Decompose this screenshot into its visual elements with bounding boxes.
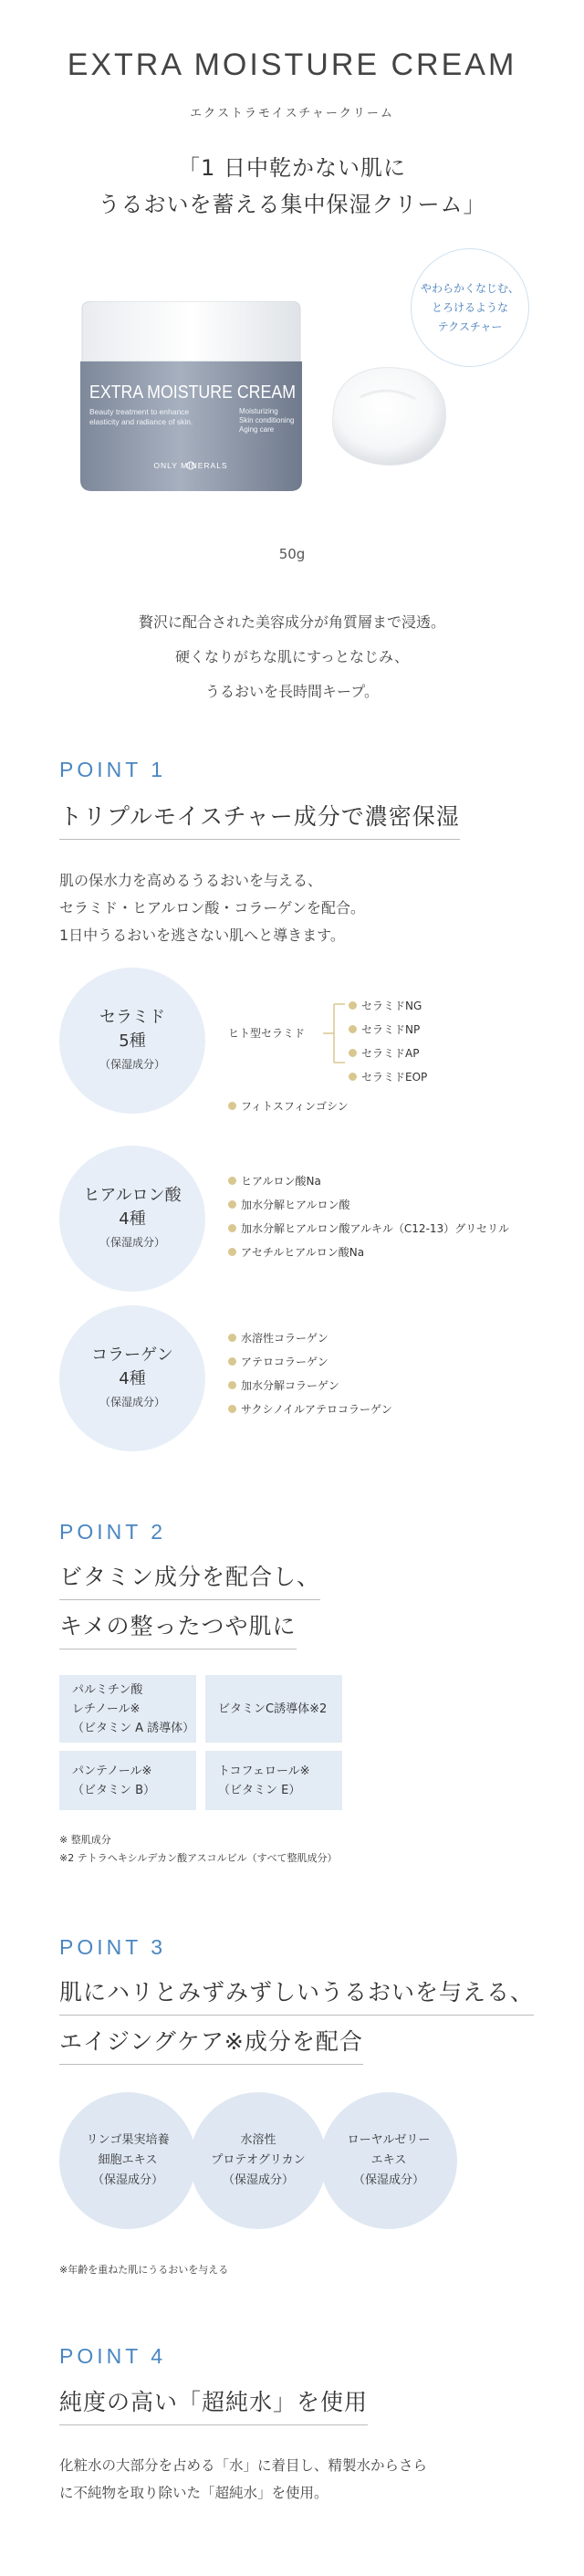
cream-jar-image [75,301,308,491]
ingredient-item: 加水分解コラーゲン [228,1378,339,1393]
product-title-kana: エクストラモイスチャークリーム [190,107,394,120]
vitamin-box: パルミチン酸 レチノール※ （ビタミン A 誘導体） [59,1675,196,1743]
point2-heading-line2: キメの整ったつや肌に [59,1608,297,1649]
point4-label: POINT 4 [59,2344,167,2368]
point3-heading-line1: 肌にハリとみずみずしいうるおいを与える、 [59,1974,534,2016]
collagen-name: コラーゲン [91,1346,173,1365]
ceramide-count: 5種 [119,1031,146,1051]
collagen-note: （保湿成分） [99,1396,165,1408]
jar-tag-line: Aging care [239,425,275,434]
aging-care-ingredient: リンゴ果実培養 細胞エキス （保湿成分） [86,2133,170,2187]
vitamin-box: パンテノール※ （ビタミン B） [59,1751,196,1810]
ingredient-item: セラミドEOP [349,1070,427,1084]
ingredient-item: 加水分解ヒアルロン酸 [228,1198,350,1212]
ingredient-item: アテロコラーゲン [228,1355,328,1369]
ceramide-circle [59,968,205,1114]
jar-brand-text: ONLY MINERALS [153,461,228,470]
ingredient-item: セラミドNG [349,999,422,1013]
bracket-icon [321,993,349,1075]
ingredient-item: アセチルヒアルロン酸Na [228,1245,364,1260]
point3-label: POINT 3 [59,1935,167,1959]
point2-label: POINT 2 [59,1520,167,1544]
ingredient-item: ヒアルロン酸Na [228,1174,321,1189]
ingredient-item: サクシノイルアテロコラーゲン [228,1402,392,1417]
ceramide-note: （保湿成分） [99,1058,165,1071]
cream-texture-image [324,361,452,470]
collagen-count: 4種 [119,1369,146,1388]
human-ceramide-label: ヒト型セラミド [228,1027,306,1040]
catch-line-2: うるおいを蓄える集中保湿クリーム」 [98,192,486,217]
product-title: EXTRA MOISTURE CREAM [67,47,517,82]
aging-care-circle [320,2092,457,2229]
hyaluronic-count: 4種 [119,1209,146,1229]
aging-care-ingredient: 水溶性 プロテオグリカン （保湿成分） [211,2133,306,2187]
point1-text: 肌の保水力を高めるうるおいを与える、 セラミド・ヒアルロン酸・コラーゲンを配合。 1日中うるおいを逃さない肌へと導きます。 [59,872,366,944]
aging-care-circle [190,2092,327,2229]
jar-desc-line: Beauty treatment to enhance [89,407,190,416]
jar-desc-text [89,407,193,426]
texture-callout-bubble [411,248,529,367]
ceramide-name: セラミド [99,1008,165,1027]
ingredient-item: フィトスフィンゴシン [228,1099,349,1114]
hyaluronic-note: （保湿成分） [99,1236,165,1249]
product-intro: 贅沢に配合された美容成分が角質層まで浸透。 硬くなりがちな肌にすっとなじみ、 うるおいを長時間キープ。 [138,613,445,700]
ingredient-item: 水溶性コラーゲン [228,1331,328,1346]
jar-desc-line: elasticity and radiance of skin. [89,417,193,426]
catch-copy [0,150,584,223]
jar-label-text: EXTRA MOISTURE CREAM [89,382,296,403]
ingredient-item: 加水分解ヒアルロン酸アルキル（C12-13）グリセリル [228,1221,509,1236]
ingredient-item: セラミドNP [349,1022,420,1037]
collagen-circle [59,1305,205,1451]
aging-care-ingredient: ローヤルゼリー エキス （保湿成分） [347,2133,431,2187]
point4-text: 化粧水の大部分を占める「水」に着目し、精製水からさら に不純物を取り除いた「超純水」を使用。 [59,2457,428,2501]
point1-heading: トリプルモイスチャー成分で濃密保湿 [59,799,460,840]
jar-tag-line: Skin conditioning [239,416,295,424]
hyaluronic-name: ヒアルロン酸 [83,1186,182,1205]
catch-line-1: 「1 日中乾かない肌に [178,155,406,181]
texture-callout-text: やわらかくなじむ、 とろけるような テクスチャー [420,281,519,333]
point3-heading-line2: エイジングケア※成分を配合 [59,2024,363,2065]
point2-note-2: ※2 テトラヘキシルデカン酸アスコルビル（すべて整肌成分） [59,1852,338,1864]
aging-care-circle [59,2092,196,2229]
ingredient-item: セラミドAP [349,1046,419,1061]
point4-heading: 純度の高い「超純水」を使用 [59,2384,368,2425]
point1-label: POINT 1 [59,758,167,781]
hyaluronic-circle [59,1146,205,1292]
vitamin-box: ビタミンC誘導体※2 [205,1675,342,1743]
vitamin-box: トコフェロール※ （ビタミン E） [205,1751,342,1810]
point2-heading-line1: ビタミン成分を配合し、 [59,1559,320,1600]
jar-tag-line: Moisturizing [239,407,278,415]
product-size: 50g [278,546,306,562]
point3-note: ※年齢を重ねた肌にうるおいを与える [59,2264,229,2276]
point2-note-1: ※ 整肌成分 [59,1834,111,1846]
